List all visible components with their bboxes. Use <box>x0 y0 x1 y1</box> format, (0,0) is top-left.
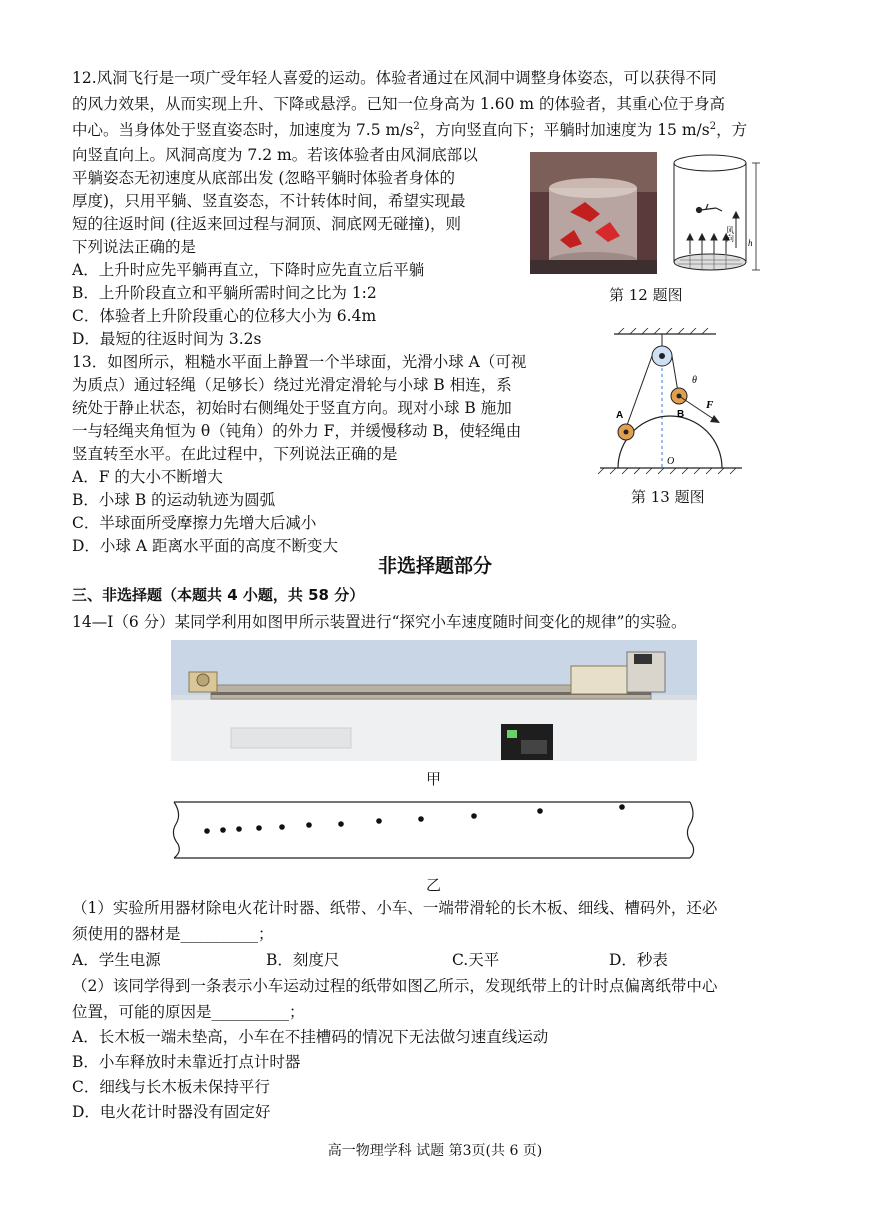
q14-part1-option-d: D．秒表 <box>609 951 668 969</box>
q12-option-c: C．体验者上升阶段重心的位移大小为 6.4m <box>72 307 377 325</box>
q12-option-b: B．上升阶段直立和平躺所需时间之比为 1:2 <box>72 284 377 302</box>
tape-dots <box>204 804 625 834</box>
q13-option-d: D．小球 A 距离水平面的高度不断变大 <box>72 537 338 555</box>
q12-line-7: 短的往返时间 (往返来回过程与洞顶、洞底网无碰撞)，则 <box>72 215 462 233</box>
fig-yi-label: 乙 <box>426 876 442 894</box>
label-f: F <box>706 399 714 411</box>
q12-line-5: 平躺姿态无初速度从底部出发 (忽略平躺时体验者身体的 <box>72 169 455 187</box>
page-footer: 高一物理学科 试题 第3页(共 6 页) <box>327 1143 543 1159</box>
section-title: 非选择题部分 <box>377 555 492 577</box>
q12-line-2: 的风力效果，从而实现上升、下降或悬浮。已知一位身高为 1.60 m 的体验者，其重心位于身高 <box>72 95 725 113</box>
q14-paper-tape <box>170 794 700 866</box>
fig-jia-label: 甲 <box>426 770 442 788</box>
q12-line-3 <box>72 120 747 141</box>
q14-part1-options <box>72 950 668 971</box>
q12-line-4: 向竖直向上。风洞高度为 7.2 m。若该体验者由风洞底部以 <box>72 146 478 164</box>
q13-line-3: 统处于静止状态，初始时右侧绳处于竖直方向。现对小球 B 施加 <box>72 399 512 417</box>
label-a: A <box>616 410 624 421</box>
q14-apparatus-photo <box>171 640 697 761</box>
label-o: O <box>667 456 675 467</box>
wind-tunnel-photo <box>530 152 657 274</box>
q14-part1-line-1: （1）实验所用器材除电火花计时器、纸带、小车、一端带滑轮的长木板、细线、槽码外，还必 <box>72 899 718 917</box>
q14-part1-option-b: B．刻度尺 <box>266 951 340 969</box>
q14-part2-option-b: B．小车释放时未靠近打点计时器 <box>72 1053 301 1071</box>
q12-line-3a: 中心。当身体处于竖直姿态时，加速度为 7.5 m/s <box>72 121 414 139</box>
q12-line-3c: ，方 <box>716 121 748 139</box>
q12-figure-caption: 第 12 题图 <box>609 286 683 304</box>
q14-intro: 14—I（6 分）某同学利用如图甲所示装置进行“探究小车速度随时间变化的规律”的实验。 <box>72 613 687 631</box>
q13-option-c: C．半球面所受摩擦力先增大后减小 <box>72 514 317 532</box>
q13-line-2: 为质点）通过轻绳（足够长）绕过光滑定滑轮与小球 B 相连，系 <box>72 376 512 394</box>
q13-option-b: B．小球 B 的运动轨迹为圆弧 <box>72 491 276 509</box>
q14-part2-line-2: 位置，可能的原因是__________； <box>72 1003 305 1021</box>
q14-part2-line-1: （2）该同学得到一条表示小车运动过程的纸带如图乙所示，发现纸带上的计时点偏离纸带中心 <box>72 977 718 995</box>
q13-figure <box>596 328 746 478</box>
q12-figure <box>530 152 760 278</box>
q12-line-3b: ，方向竖直向下；平躺时加速度为 15 m/s <box>419 121 710 139</box>
q14-part1-option-c: C.天平 <box>452 951 500 969</box>
q12-line-1: 12.风洞飞行是一项广受年轻人喜爱的运动。体验者通过在风洞中调整身体姿态，可以获得不同 <box>72 69 717 87</box>
q13-figure-caption: 第 13 题图 <box>631 488 705 506</box>
flyer-icon <box>697 204 723 213</box>
q13-option-a: A．F 的大小不断增大 <box>72 468 223 486</box>
q12-option-a: A．上升时应先平躺再直立，下降时应先直立后平躺 <box>72 261 425 279</box>
sup-2: 2 <box>709 121 717 132</box>
q13-line-1: 13．如图所示，粗糙水平面上静置一个半球面，光滑小球 A（可视 <box>72 353 527 371</box>
section-3-header: 三、非选择题（本题共 4 小题，共 58 分） <box>72 586 365 604</box>
q13-line-5: 竖直转至水平。在此过程中，下列说法正确的是 <box>72 445 398 463</box>
q14-part2-option-d: D．电火花计时器没有固定好 <box>72 1103 271 1121</box>
sup-2: 2 <box>413 121 420 132</box>
q14-part1-line-2: 须使用的器材是__________； <box>72 925 274 943</box>
q14-part2-option-a: A．长木板一端未垫高，小车在不挂槽码的情况下无法做匀速直线运动 <box>72 1028 549 1046</box>
q12-option-d: D．最短的往返时间为 3.2s <box>72 330 262 348</box>
wind-direction-label: 风向 <box>725 226 735 242</box>
q14-part2-option-c: C．细线与长木板未保持平行 <box>72 1078 270 1096</box>
label-theta: θ <box>692 375 697 386</box>
label-b: B <box>677 409 685 420</box>
q14-part1-option-a: A．学生电源 <box>72 951 161 969</box>
q12-line-6: 厚度)，只用平躺、竖直姿态，不计转体时间，希望实现最 <box>72 192 466 210</box>
wind-tunnel-diagram <box>674 155 760 270</box>
q12-line-8: 下列说法正确的是 <box>72 238 197 256</box>
q13-line-4: 一与轻绳夹角恒为 θ（钝角）的外力 F，并缓慢移动 B，使轻绳由 <box>72 422 522 440</box>
h-label: h <box>748 238 753 248</box>
